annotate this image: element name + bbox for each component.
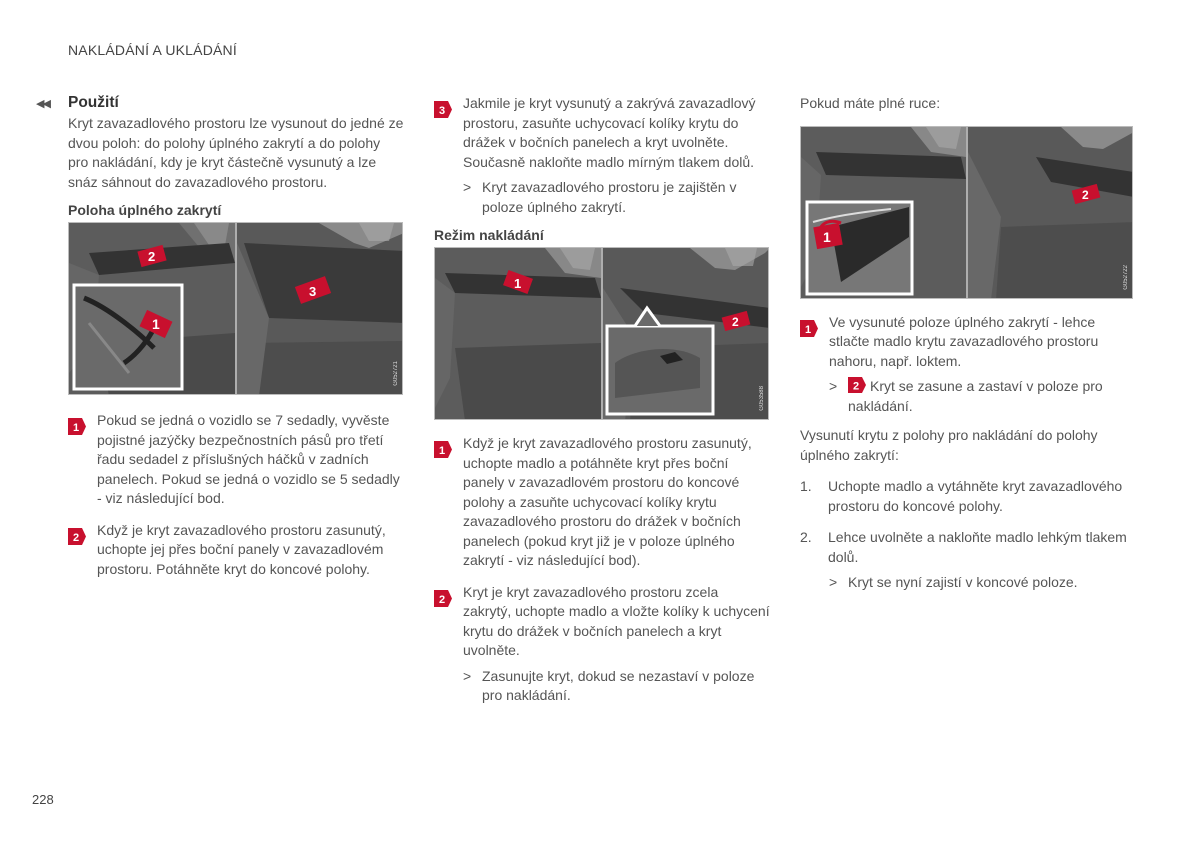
step-text: Pokud se jedná o vozidlo se 7 sedadly, vyvěste pojistné jazýčky bezpečnostních pásů pro třetí řadu sedadel z příslušných háčků v zadních panelech. Pokud se jedná o vozidlo se 5 sedadly - viz následující bod. [97,412,400,506]
svg-text:3: 3 [309,284,317,299]
step-text: Kryt je kryt zavazadlového prostoru zcela zakrytý, uchopte madlo a vložte kolíky k uchycení krytu do drážek v bočních panelech a kryt uvolněte. [463,583,770,658]
step-item [68,411,404,509]
svg-text:1: 1 [823,228,831,245]
step-item [434,94,770,172]
result-text: Kryt zavazadlového prostoru je zajištěn v poloze úplného zakrytí. [482,179,737,215]
item-text: Uchopte madlo a vytáhněte kryt zavazadlového prostoru do koncové polohy. [828,478,1123,514]
step-number-badge-icon [68,528,86,545]
column-2 [434,94,770,716]
svg-text:2: 2 [148,249,156,264]
step-number-badge-icon [800,320,818,337]
step-result: > Kryt zavazadlového prostoru je zajištěn v poloze úplného zakrytí. [463,179,737,215]
svg-text:2: 2 [732,315,739,329]
section-heading: Použití [68,94,119,111]
figure-code: G053588 [759,386,765,411]
item-text: Lehce uvolněte a nakloňte madlo lehkým tlakem dolů. [828,529,1127,565]
result-text: Kryt se nyní zajistí v koncové poloze. [848,574,1078,590]
result-text: Kryt se zasune a zastaví v poloze pro nakládání. [848,378,1103,414]
intro-text: Pokud máte plné ruce: [800,95,941,111]
cargo-cover-elbow-illustration [801,127,1133,299]
column-1 [68,94,404,591]
subheading-loading-mode: Režim nakládání [434,227,544,243]
back-navigation-icon[interactable]: ◀◀ [36,98,49,110]
step-number-badge-icon [848,377,866,393]
page-number: 228 [32,792,54,807]
step-result: > 2 Kryt se zasune a zastaví v poloze pro nakládání. [829,378,1103,414]
step-item [434,583,770,661]
svg-text:1: 1 [439,445,446,457]
numbered-item [800,528,1136,567]
step-number-badge-icon [434,441,452,458]
figure-code: G052721 [393,361,399,386]
result-text: Zasunujte kryt, dokud se nezastaví v poloze pro nakládání. [482,667,755,703]
section-header: NAKLÁDÁNÍ A UKLÁDÁNÍ [68,42,237,58]
step-number-badge-icon [68,418,86,435]
step-item [68,521,404,580]
svg-text:1: 1 [514,276,522,291]
step-result: > Zasunujte kryt, dokud se nezastaví v poloze pro nakládání. [463,667,755,703]
figure-code: G052722 [1123,264,1129,290]
item-number: 2. [800,529,812,545]
svg-text:2: 2 [853,380,860,393]
step-number-badge-icon [434,590,452,607]
figure-full-hands [800,126,1133,299]
step-text: Když je kryt zavazadlového prostoru zasunutý, uchopte jej přes boční panely v zavazadlovém prostoru. Potáhněte kryt do koncové polohy. [97,521,386,577]
subheading-full-cover: Poloha úplného zakrytí [68,202,222,218]
step-text: Jakmile je kryt vysunutý a zakrývá zavazadlový prostoru, zasuňte uchycovací kolíky krytu do drážek v bočních panelech a kryt uvolněte. Současně nakloňte madlo mírným tlakem dolů. [463,95,756,170]
step-number-badge-icon [434,101,452,118]
step-result: > Kryt se nyní zajistí v koncové poloze. [829,574,1078,590]
column-3 [800,94,1136,593]
svg-text:2: 2 [73,531,80,544]
numbered-item [800,477,1136,516]
svg-text:1: 1 [73,422,80,434]
svg-text:3: 3 [439,105,446,117]
item-number: 1. [800,478,812,494]
step-item [434,434,770,571]
step-text: Když je kryt zavazadlového prostoru zasunutý, uchopte madlo a potáhněte kryt přes boční panely v zavazadlovém prostoru do koncové polohy a zasuňte uchycovací kolíky krytu zavazadlového prostoru do drážek v bočních panelech (pokud kryt již je v poloze úplného zakrytí - viz následující bod). [463,435,752,568]
step-item [800,313,1136,372]
svg-text:1: 1 [805,323,812,336]
figure-loading-mode [434,247,769,420]
figure-full-cover [68,222,403,395]
svg-text:2: 2 [439,593,446,606]
svg-text:1: 1 [152,316,160,332]
cargo-cover-illustration [69,223,403,395]
intro-paragraph: Kryt zavazadlového prostoru lze vysunout do jedné ze dvou poloh: do polohy úplného zakrytí a do polohy pro nakládání, kdy je kryt částečně vysunutý a lze snáz sáhnout do zavazadlového prostoru. [68,115,404,190]
svg-text:2: 2 [1082,187,1089,202]
cargo-cover-loading-illustration [435,248,769,420]
paragraph: Vysunutí krytu z polohy pro nakládání do polohy úplného zakrytí: [800,427,1098,463]
step-text: Ve vysunuté poloze úplného zakrytí - lehce stlačte madlo krytu zavazadlového prostoru nahoru, např. loktem. [829,313,1099,369]
